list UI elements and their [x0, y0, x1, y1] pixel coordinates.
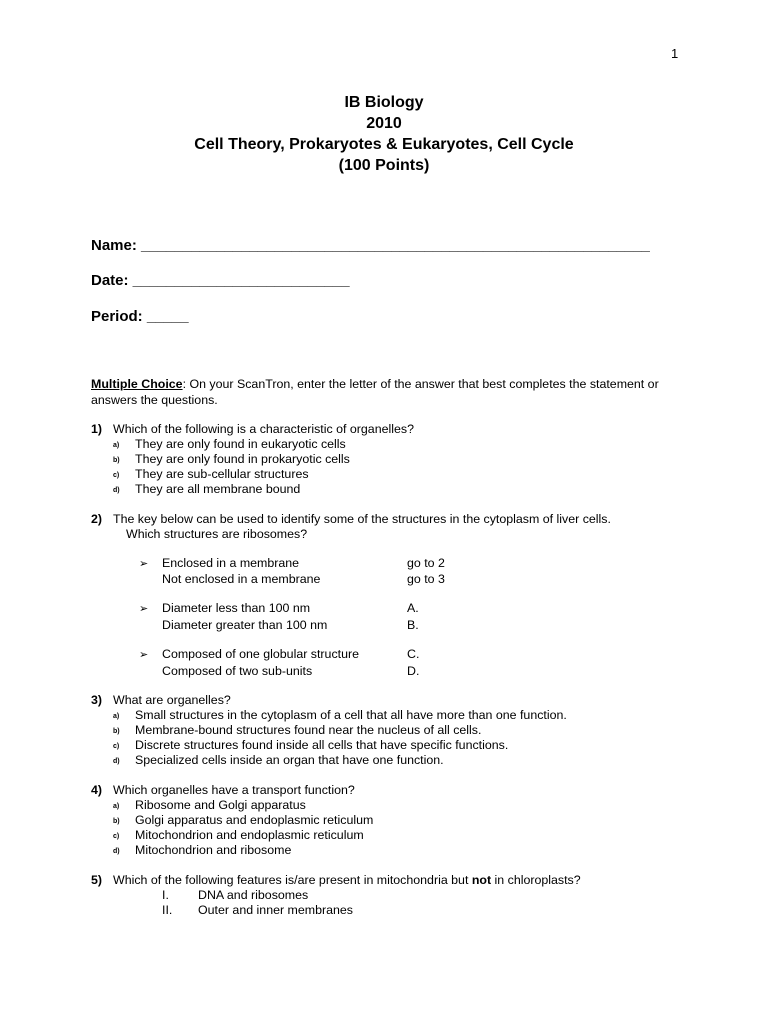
arrow-bullet-icon: ➢ [139, 603, 149, 615]
q5-item-2: Outer and inner membranes [198, 903, 353, 917]
q1-option-letter: a) [113, 442, 120, 449]
q3-option-b[interactable]: Membrane-bound structures found near the nucleus of all cells. [135, 723, 482, 737]
title-points: (100 Points) [338, 157, 430, 174]
key-step1-option-a: Enclosed in a membrane [162, 556, 300, 570]
q2-text-line1: The key below can be used to identify some of the structures in the cytoplasm of liver cells. [113, 512, 611, 526]
q1-option-letter: b) [113, 457, 120, 464]
q3-number: 3) [91, 693, 103, 707]
key-step1-result-a: go to 2 [407, 556, 445, 570]
q4-option-letter: d) [113, 848, 120, 855]
q4-option-letter: a) [113, 803, 120, 810]
title-year: 2010 [366, 115, 402, 132]
q2-number: 2) [91, 512, 103, 526]
q4-text: Which organelles have a transport function? [113, 783, 355, 797]
q2-text-line2: Which structures are ribosomes? [126, 527, 308, 541]
q4-option-d[interactable]: Mitochondrion and ribosome [135, 843, 292, 857]
q4-option-letter: b) [113, 818, 120, 825]
q3-text: What are organelles? [113, 693, 231, 707]
q4-number: 4) [91, 783, 103, 797]
q1-option-b[interactable]: They are only found in prokaryotic cells [135, 452, 350, 466]
q3-option-letter: b) [113, 728, 120, 735]
q1-option-letter: c) [113, 472, 120, 479]
q3-option-letter: a) [113, 713, 120, 720]
q4-option-c[interactable]: Mitochondrion and endoplasmic reticulum [135, 828, 364, 842]
q5-number: 5) [91, 873, 103, 887]
key-step1-result-b: go to 3 [407, 572, 445, 586]
q1-option-c[interactable]: They are sub-cellular structures [135, 467, 309, 481]
q1-option-letter: d) [113, 487, 120, 494]
key-step2-result-b: B. [407, 618, 419, 632]
arrow-bullet-icon: ➢ [139, 558, 149, 570]
q1-number: 1) [91, 422, 103, 436]
q3-option-a[interactable]: Small structures in the cytoplasm of a cell that all have more than one function. [135, 708, 567, 722]
q5-item-1: DNA and ribosomes [198, 888, 309, 902]
key-step2-option-b: Diameter greater than 100 nm [162, 618, 328, 632]
q5-text: Which of the following features is/are present in mitochondria but not in chloroplasts? [113, 873, 581, 887]
arrow-bullet-icon: ➢ [139, 649, 149, 661]
q5-roman-numeral: I. [162, 888, 169, 902]
instructions-line1: Multiple Choice: On your ScanTron, enter the letter of the answer that best completes the statement or [91, 377, 659, 391]
key-step1-option-b: Not enclosed in a membrane [162, 572, 321, 586]
q1-option-a[interactable]: They are only found in eukaryotic cells [135, 437, 346, 451]
instructions-line2: answers the questions. [91, 393, 218, 407]
q4-option-letter: c) [113, 833, 120, 840]
q1-text: Which of the following is a characteristic of organelles? [113, 422, 414, 436]
date-field[interactable]: Date: __________________________ [91, 272, 350, 289]
q3-option-letter: d) [113, 758, 120, 765]
title-topics: Cell Theory, Prokaryotes & Eukaryotes, Cell Cycle [194, 136, 574, 153]
key-step2-option-a: Diameter less than 100 nm [162, 601, 311, 615]
key-step3-result-b: D. [407, 664, 420, 678]
key-step3-option-a: Composed of one globular structure [162, 647, 359, 661]
key-step2-result-a: A. [407, 601, 419, 615]
title-course: IB Biology [344, 94, 424, 111]
q3-option-d[interactable]: Specialized cells inside an organ that have one function. [135, 753, 444, 767]
q5-roman-numeral: II. [162, 903, 173, 917]
key-step3-option-b: Composed of two sub-units [162, 664, 313, 678]
q3-option-c[interactable]: Discrete structures found inside all cells that have specific functions. [135, 738, 509, 752]
period-field[interactable]: Period: _____ [91, 308, 189, 325]
q5-emphasis: not [471, 873, 492, 887]
instructions-label: Multiple Choice [91, 377, 183, 391]
name-field[interactable]: Name: _____________________________________________________________ [91, 237, 650, 254]
q3-option-letter: c) [113, 743, 120, 750]
page-number: 1 [671, 46, 679, 61]
key-step3-result-a: C. [407, 647, 420, 661]
q4-option-b[interactable]: Golgi apparatus and endoplasmic reticulum [135, 813, 374, 827]
q4-option-a[interactable]: Ribosome and Golgi apparatus [135, 798, 306, 812]
q1-option-d[interactable]: They are all membrane bound [135, 482, 301, 496]
